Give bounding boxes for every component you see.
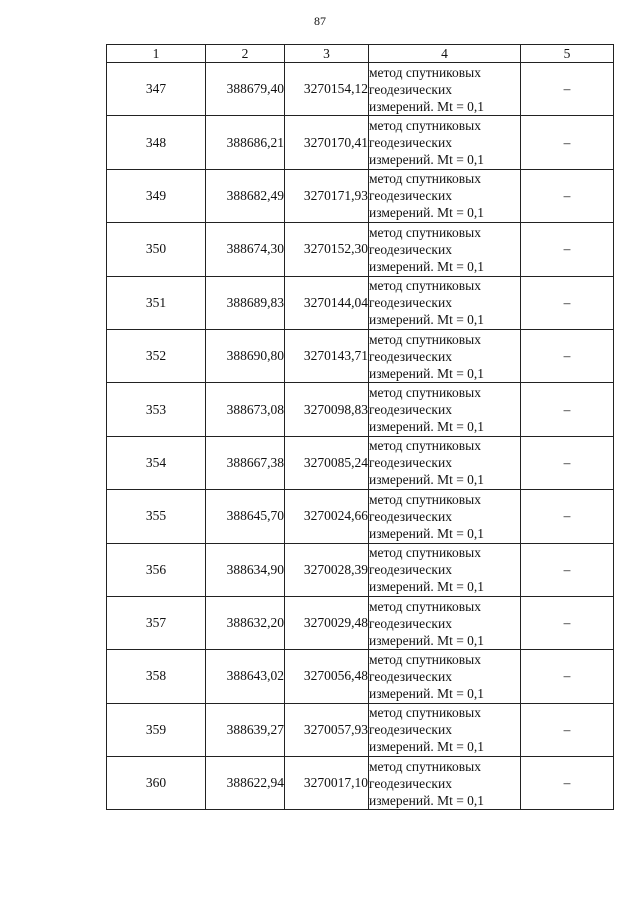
x-coordinate-cell: 388673,08 <box>206 383 285 436</box>
method-line: геодезических <box>369 722 452 738</box>
method-line: метод спутниковых <box>369 278 481 294</box>
method-line: измерений. Mt = 0,1 <box>369 205 485 221</box>
method-line: геодезических <box>369 615 452 631</box>
method-line: измерений. Mt = 0,1 <box>369 419 485 435</box>
method-cell <box>369 650 521 703</box>
column-header-3: 3 <box>285 45 369 63</box>
x-coordinate-cell: 388645,70 <box>206 490 285 543</box>
method-line: геодезических <box>369 455 452 471</box>
method-cell <box>369 703 521 756</box>
y-coordinate-cell: 3270085,24 <box>285 436 369 489</box>
point-number-cell: 349 <box>107 169 206 222</box>
method-line: геодезических <box>369 348 452 364</box>
method-line: измерений. Mt = 0,1 <box>369 579 485 595</box>
method-cell <box>369 276 521 329</box>
column-header-4: 4 <box>369 45 521 63</box>
method-line: геодезических <box>369 135 452 151</box>
table-row <box>107 63 614 116</box>
method-line: метод спутниковых <box>369 118 481 134</box>
table-row <box>107 436 614 489</box>
method-cell <box>369 116 521 169</box>
note-cell: – <box>521 650 614 703</box>
point-number-cell: 359 <box>107 703 206 756</box>
note-cell: – <box>521 596 614 649</box>
y-coordinate-cell: 3270056,48 <box>285 650 369 703</box>
point-number-cell: 353 <box>107 383 206 436</box>
point-number-cell: 351 <box>107 276 206 329</box>
y-coordinate-cell: 3270152,30 <box>285 223 369 276</box>
y-coordinate-cell: 3270154,12 <box>285 63 369 116</box>
note-cell: – <box>521 490 614 543</box>
table-row <box>107 223 614 276</box>
table-header-row <box>107 45 614 63</box>
note-cell: – <box>521 276 614 329</box>
method-line: метод спутниковых <box>369 385 481 401</box>
method-line: измерений. Mt = 0,1 <box>369 152 485 168</box>
x-coordinate-cell: 388622,94 <box>206 757 285 810</box>
table-body <box>107 63 614 810</box>
method-cell <box>369 596 521 649</box>
method-line: измерений. Mt = 0,1 <box>369 312 485 328</box>
method-line: геодезических <box>369 402 452 418</box>
method-cell <box>369 543 521 596</box>
column-header-1: 1 <box>107 45 206 63</box>
method-line: измерений. Mt = 0,1 <box>369 685 485 701</box>
x-coordinate-cell: 388690,80 <box>206 329 285 382</box>
method-cell <box>369 329 521 382</box>
y-coordinate-cell: 3270144,04 <box>285 276 369 329</box>
method-line: измерений. Mt = 0,1 <box>369 365 485 381</box>
method-line: метод спутниковых <box>369 224 481 240</box>
x-coordinate-cell: 388632,20 <box>206 596 285 649</box>
method-line: геодезических <box>369 668 452 684</box>
x-coordinate-cell: 388689,83 <box>206 276 285 329</box>
point-number-cell: 348 <box>107 116 206 169</box>
method-line: геодезических <box>369 241 452 257</box>
method-cell <box>369 757 521 810</box>
x-coordinate-cell: 388639,27 <box>206 703 285 756</box>
method-line: геодезических <box>369 562 452 578</box>
method-line: метод спутниковых <box>369 331 481 347</box>
x-coordinate-cell: 388634,90 <box>206 543 285 596</box>
x-coordinate-cell: 388686,21 <box>206 116 285 169</box>
y-coordinate-cell: 3270170,41 <box>285 116 369 169</box>
note-cell: – <box>521 169 614 222</box>
method-line: геодезических <box>369 508 452 524</box>
table-row <box>107 543 614 596</box>
table-row <box>107 169 614 222</box>
method-cell <box>369 383 521 436</box>
method-line: геодезических <box>369 775 452 791</box>
y-coordinate-cell: 3270143,71 <box>285 329 369 382</box>
method-line: геодезических <box>369 295 452 311</box>
y-coordinate-cell: 3270029,48 <box>285 596 369 649</box>
method-line: измерений. Mt = 0,1 <box>369 472 485 488</box>
point-number-cell: 350 <box>107 223 206 276</box>
point-number-cell: 356 <box>107 543 206 596</box>
page-number: 87 <box>314 14 326 28</box>
method-line: метод спутниковых <box>369 705 481 721</box>
y-coordinate-cell: 3270057,93 <box>285 703 369 756</box>
x-coordinate-cell: 388667,38 <box>206 436 285 489</box>
point-number-cell: 354 <box>107 436 206 489</box>
x-coordinate-cell: 388682,49 <box>206 169 285 222</box>
method-line: метод спутниковых <box>369 651 481 667</box>
method-line: измерений. Mt = 0,1 <box>369 792 485 808</box>
note-cell: – <box>521 436 614 489</box>
method-cell <box>369 169 521 222</box>
method-line: измерений. Mt = 0,1 <box>369 98 485 114</box>
point-number-cell: 358 <box>107 650 206 703</box>
note-cell: – <box>521 223 614 276</box>
method-cell <box>369 490 521 543</box>
table-row <box>107 757 614 810</box>
x-coordinate-cell: 388643,02 <box>206 650 285 703</box>
method-line: метод спутниковых <box>369 758 481 774</box>
method-line: метод спутниковых <box>369 491 481 507</box>
point-number-cell: 357 <box>107 596 206 649</box>
point-number-cell: 360 <box>107 757 206 810</box>
column-header-2: 2 <box>206 45 285 63</box>
note-cell: – <box>521 63 614 116</box>
x-coordinate-cell: 388674,30 <box>206 223 285 276</box>
point-number-cell: 352 <box>107 329 206 382</box>
method-cell <box>369 63 521 116</box>
table-row <box>107 703 614 756</box>
method-cell <box>369 223 521 276</box>
method-line: измерений. Mt = 0,1 <box>369 258 485 274</box>
method-cell <box>369 436 521 489</box>
method-line: метод спутниковых <box>369 598 481 614</box>
y-coordinate-cell: 3270017,10 <box>285 757 369 810</box>
method-line: метод спутниковых <box>369 64 481 80</box>
method-line: измерений. Mt = 0,1 <box>369 739 485 755</box>
note-cell: – <box>521 116 614 169</box>
method-line: метод спутниковых <box>369 171 481 187</box>
coordinates-table <box>106 44 614 810</box>
y-coordinate-cell: 3270028,39 <box>285 543 369 596</box>
note-cell: – <box>521 543 614 596</box>
table-row <box>107 596 614 649</box>
method-line: метод спутниковых <box>369 438 481 454</box>
method-line: геодезических <box>369 81 452 97</box>
table-row <box>107 116 614 169</box>
point-number-cell: 355 <box>107 490 206 543</box>
method-line: геодезических <box>369 188 452 204</box>
table-row <box>107 383 614 436</box>
y-coordinate-cell: 3270171,93 <box>285 169 369 222</box>
table-row <box>107 329 614 382</box>
table-row <box>107 650 614 703</box>
x-coordinate-cell: 388679,40 <box>206 63 285 116</box>
table-row <box>107 276 614 329</box>
y-coordinate-cell: 3270098,83 <box>285 383 369 436</box>
column-header-5: 5 <box>521 45 614 63</box>
y-coordinate-cell: 3270024,66 <box>285 490 369 543</box>
note-cell: – <box>521 383 614 436</box>
note-cell: – <box>521 329 614 382</box>
note-cell: – <box>521 703 614 756</box>
method-line: метод спутниковых <box>369 545 481 561</box>
method-line: измерений. Mt = 0,1 <box>369 632 485 648</box>
method-line: измерений. Mt = 0,1 <box>369 525 485 541</box>
table-row <box>107 490 614 543</box>
point-number-cell: 347 <box>107 63 206 116</box>
note-cell: – <box>521 757 614 810</box>
